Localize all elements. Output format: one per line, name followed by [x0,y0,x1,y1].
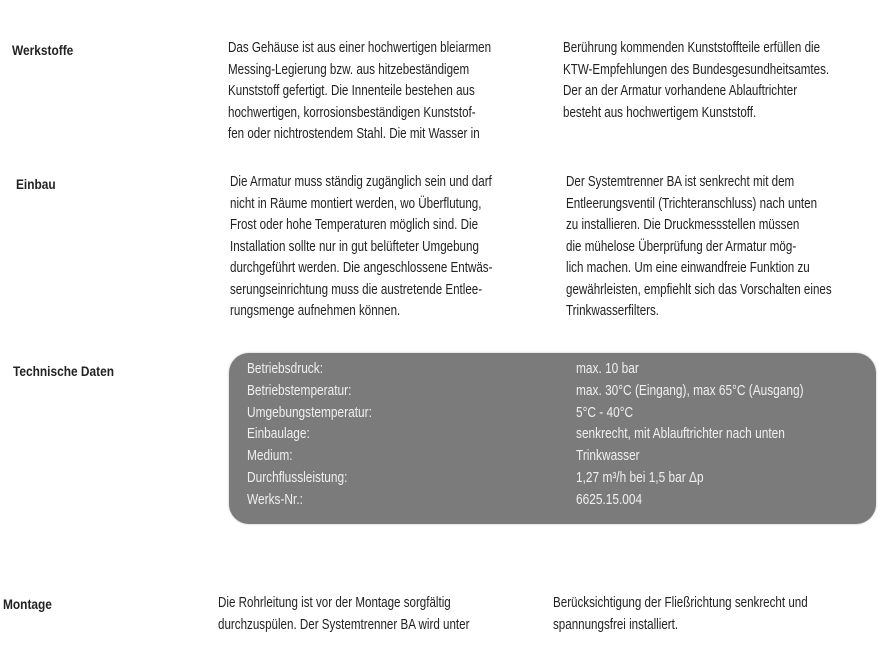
text-line: Installation sollte nur in gut belüfteter Umgebung [230,238,479,255]
text-line: die mühelose Überprüfung der Armatur mög- [566,238,797,255]
tech-row-value: 5°C - 40°C [576,404,634,421]
tech-row-label: Betriebsdruck: [247,361,324,377]
einbau-col1 [230,172,492,323]
text-line: fen oder nichtrostendem Stahl. Die mit Wasser in [228,126,480,142]
text-line: gewährleisten, empfiehlt sich das Vorschalten eines [566,281,832,298]
tech-row-value: max. 10 bar [576,361,639,377]
section-title-technische-daten: Technische Daten [13,363,114,379]
tech-row-label: Betriebstemperatur: [247,382,352,399]
text-line: Kunststoff gefertigt. Die Innenteile bestehen aus [228,83,475,99]
tech-row-label: Werks-Nr.: [247,491,303,508]
tech-row-value: 6625.15.004 [576,491,643,508]
montage-col2 [553,593,808,636]
text-line: KTW-Empfehlungen des Bundesgesundheitsamtes. [563,61,830,78]
text-line: Der an der Armatur vorhandene Ablauftrichter [563,83,798,99]
text-line: Berührung kommenden Kunststoffteile erfüllen die [563,40,821,56]
text-line: durchgeführt werden. Die angeschlossene Entwäs- [230,260,493,276]
text-line: spannungsfrei installiert. [553,616,679,633]
text-line: Die Rohrleitung ist vor der Montage sorgfältig [218,595,451,611]
text-line: Berücksichtigung der Fließrichtung senkrecht und [553,595,808,611]
einbau-col2 [566,172,832,323]
text-line: nicht in Räume montiert werden, wo Überflutung, [230,195,482,212]
text-line: Das Gehäuse ist aus einer hochwertigen bleiarmen [228,40,492,56]
text-line: Der Systemtrenner BA ist senkrecht mit dem [566,174,795,190]
text-line: durchzuspülen. Der Systemtrenner BA wird unter [218,616,470,633]
tech-row-value: Trinkwasser [576,448,640,465]
section-title-einbau: Einbau [16,176,56,192]
text-line: serungseinrichtung muss die austretende Entlee- [230,281,483,298]
text-line: Entleerungsventil (Trichteranschluss) nach unten [566,195,818,212]
tech-row-value: senkrecht, mit Ablauftrichter nach unten [576,426,785,443]
text-line: besteht aus hochwertigem Kunststoff. [563,104,757,121]
tech-row-value: max. 30°C (Eingang), max 65°C (Ausgang) [576,382,804,399]
technical-data-box [229,353,876,524]
text-line: Frost oder hohe Temperaturen möglich sind. Die [230,217,479,233]
section-title-werkstoffe: Werkstoffe [12,42,74,58]
text-line: rungsmenge aufnehmen können. [230,303,401,319]
text-line: Messing-Legierung bzw. aus hitzebeständigem [228,61,470,78]
text-line: hochwertigen, korrosionsbeständigen Kunststof- [228,104,476,121]
tech-row-label: Einbaulage: [247,426,310,443]
tech-row-label: Umgebungstemperatur: [247,404,372,421]
tech-row-label: Durchflussleistung: [247,470,348,486]
text-line: Trinkwasserfilters. [566,303,660,319]
montage-col1 [218,593,469,636]
tech-row-label: Medium: [247,448,293,465]
text-line: lich machen. Um eine einwandfreie Funktion zu [566,260,810,276]
tech-row-value: 1,27 m³/h bei 1,5 bar Δp [576,470,704,486]
werkstoffe-col1 [228,38,491,146]
text-line: zu installieren. Die Druckmessstellen müssen [566,217,800,233]
section-title-montage: Montage [3,596,52,612]
text-line: Die Armatur muss ständig zugänglich sein und darf [230,174,492,190]
werkstoffe-col2 [563,38,829,124]
